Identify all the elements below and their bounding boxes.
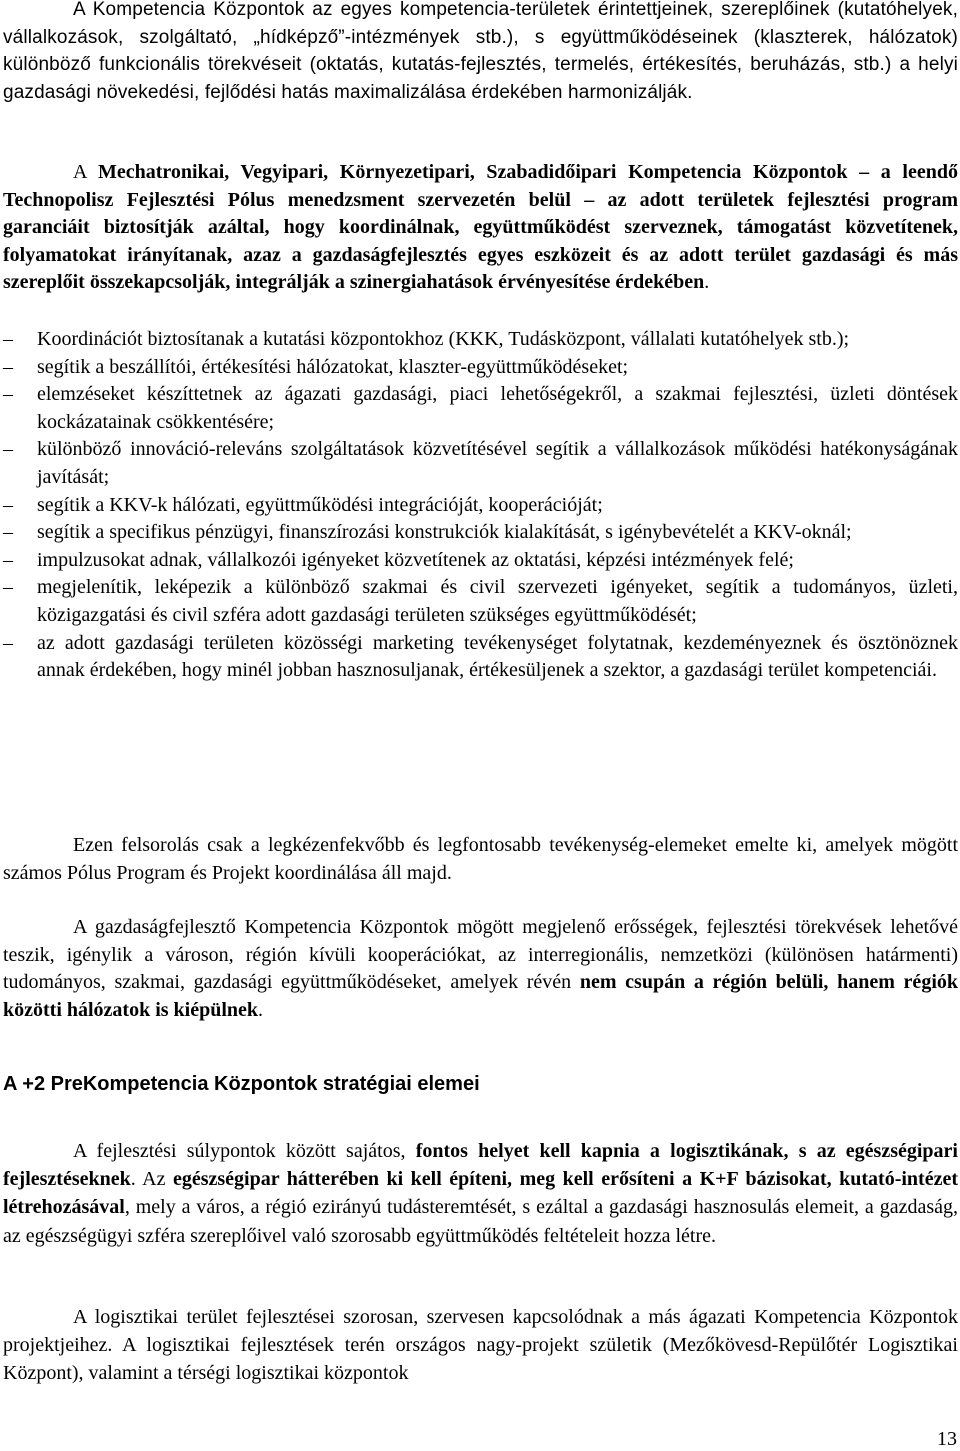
dash-bullet: – xyxy=(3,383,13,406)
list-item: – impulzusokat adnak, vállalkozói igényeket közvetítenek az oktatási, képzési intézmények felé; xyxy=(3,547,958,575)
dash-bullet: – xyxy=(3,493,13,516)
dash-bullet: – xyxy=(3,328,13,350)
list-item: – segítik a beszállítói, értékesítési hálózatokat, klaszter-együttműködéseket; xyxy=(3,354,958,382)
paragraph-competence-centers-intro: A Kompetencia Központok az egyes kompetencia-területek érintettjeinek, szereplőinek (kutatóhelyek, vállalkozások, szolgáltató, „hídképző”-intézmények stb.), s együttműködéseinek (klaszterek, hálózatok) különböző funkcionális törekvéseit (oktatás, kutatás-fejlesztés, termelés, értékesítés, beruházás, stb.) a helyi gazdasági növekedési, fejlődési hatás maximalizálása érdekében harmonizálják. xyxy=(3,0,958,103)
bold-networks: nem csupán a régión belüli, hanem régiók közötti hálózatok is kiépülnek xyxy=(3,971,958,1021)
dash-bullet: – xyxy=(3,548,13,571)
paragraph-summary: Ezen felsorolás csak a legkézenfekvőbb és legfontosabb tevékenység-elemeket emelte ki, amelyek mögött számos Pólus Program és Projekt koordinálása áll majd. xyxy=(3,834,958,884)
list-item: – segítik a KKV-k hálózati, együttműködési integrációját, kooperációját; xyxy=(3,492,958,520)
activities-list xyxy=(3,326,958,685)
bold-centers-description: Mechatronikai, Vegyipari, Környezetipari, Szabadidőipari Kompetencia Központok – a leendő Technopolisz Fejlesztési Pólus menedzsment szervezetén belül – az adott területek fejlesztési program garanciáit biztosítják azáltal, hogy koordinálnak, együttműködést szerveznek, támogatást közvetítenek, folyamatokat irányítanak, azaz a gazdaságfejlesztés egyes eszközeit és az adott terület gazdasági és más szereplőit összekapcsolják, integrálják a szinergiahatások érvényesítése érdekében xyxy=(3,161,958,294)
dash-bullet: – xyxy=(3,576,13,599)
paragraph-logistics: A logisztikai terület fejlesztései szorosan, szervesen kapcsolódnak a más ágazati Kompetencia Központok projektjeihez. A logisztikai fejlesztések terén országos nagy-projekt születik (Mezőkövesd-Repülőtér Logisztikai Központ), valamint a térségi logisztikai központok xyxy=(3,1306,958,1385)
paragraph-logistics-health: A fejlesztési súlypontok között sajátos, fontos helyet kell kapnia a logisztikának, s az egészségipari fejlesztéseknek. Az egészségipar hátterében ki kell építeni, meg kell erősíteni a K+F bázisokat, kutató-intézet létrehozásával, mely a város, a régió ezirányú tudásteremtését, s ezáltal a gazdasági hasznosulás elemeit, a gazdaság, az egészségügyi szféra szereplőivel való szorosabb együttműködés feltételeit hozza létre. xyxy=(3,1140,959,1247)
page-number: 13 xyxy=(937,1428,957,1450)
list-item: – különböző innováció-releváns szolgáltatások közvetítésével segítik a vállalkozások működési hatékonyságának javítását; xyxy=(3,438,958,488)
bold-health-industry: egészségipar hátterében ki kell építeni, meg kell erősíteni a K+F bázisokat, kutató-intézet létrehozásával xyxy=(3,1168,959,1219)
list-item: – az adott gazdasági területen közösségi marketing tevékenységet folytatnak, kezdeményeznek és ösztönöznek annak érdekében, hogy minél jobban hasznosuljanak, értékesüljenek a szektor, a gazdasági terület kompetenciái. xyxy=(3,631,958,682)
paragraph-mechatronics-centers: A Mechatronikai, Vegyipari, Környezetipari, Szabadidőipari Kompetencia Központok – a leendő Technopolisz Fejlesztési Pólus menedzsment szervezetén belül – az adott területek fejlesztési program garanciáit biztosítják azáltal, hogy koordinálnak, együttműködést szerveznek, támogatást közvetítenek, folyamatokat irányítanak, azaz a gazdaságfejlesztés egyes eszközeit és az adott terület gazdasági és más szereplőit összekapcsolják, integrálják a szinergiahatások érvényesítése érdekében. xyxy=(3,161,958,294)
list-item: – Koordinációt biztosítanak a kutatási központokhoz (KKK, Tudásközpont, vállalati kutatóhelyek stb.); xyxy=(3,326,958,354)
paragraph-networks: A gazdaságfejlesztő Kompetencia Központok mögött megjelenő erősségek, fejlesztési törekvések lehetővé teszik, igénylik a városon, régión kívüli kooperációkat, az interregionális, nemzetközi (különösen határmenti) tudományos, szakmai, gazdasági együttműködéseket, amelyek révén nem csupán a régión belüli, hanem régiók közötti hálózatok is kiépülnek. xyxy=(3,916,958,1021)
section-heading: A +2 PreKompetencia Központok stratégiai elemei xyxy=(3,1073,480,1095)
dash-bullet: – xyxy=(3,521,13,544)
dash-bullet: – xyxy=(3,438,13,461)
bold-priority: fontos helyet kell kapnia a logisztikának, s az egészségipari fejlesztéseknek xyxy=(3,1140,958,1191)
dash-bullet: – xyxy=(3,631,13,654)
list-item: – megjelenítik, leképezik a különböző szakmai és civil szervezeti igényeket, segítik a tudományos, üzleti, közigazgatási és civil szféra adott gazdasági területen szükséges együttműködését; xyxy=(3,576,958,626)
dash-bullet: – xyxy=(3,355,13,378)
list-item: – segítik a specifikus pénzügyi, finanszírozási konstrukciók kialakítását, s igénybevételét a KKV-oknál; xyxy=(3,519,958,547)
list-item: – elemzéseket készíttetnek az ágazati gazdasági, piaci lehetőségekről, a szakmai fejlesztési, üzleti döntések kockázatainak csökkentésére; xyxy=(3,383,958,433)
